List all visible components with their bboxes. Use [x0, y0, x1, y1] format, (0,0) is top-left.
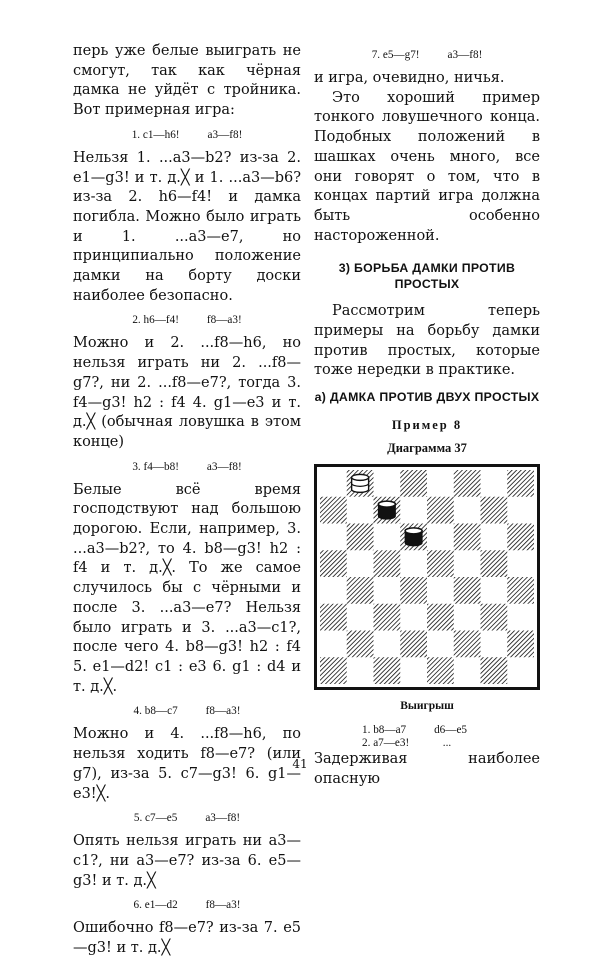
black-man-piece: [378, 501, 395, 519]
dark-square: [481, 657, 508, 684]
dark-square: [454, 577, 481, 604]
checkers-board-diagram: [314, 464, 540, 690]
paragraph: Опять нельзя играть ни a3—c1?, ни a3—e7? из-за 6. e5—g3! и т. д.╳: [73, 833, 301, 889]
diagram-title: Диаграмма 37: [387, 441, 467, 456]
black-man-piece: [405, 528, 422, 546]
dark-square: [320, 604, 347, 631]
dark-square: [507, 631, 534, 658]
paragraph: Задерживая наиболее опасную: [314, 751, 540, 787]
result-label: Выигрыш: [400, 700, 454, 713]
paragraph: Это хороший пример тонкого ловушечного конца. Подобных положений в шашках очень много, все они говорят о том, что в концах партий игра должна быть особенно настороженной.: [314, 89, 540, 244]
dark-square: [427, 497, 454, 524]
paragraph: Рассмотрим теперь примеры на борьбу дамки против простых, которые тоже нередки в практике.: [314, 303, 540, 379]
move-line: 5. c7—e5 a3—f8!: [133, 812, 241, 825]
dark-square: [507, 470, 534, 497]
dark-square: [507, 524, 534, 551]
dark-square: [347, 524, 374, 551]
dark-square: [454, 524, 481, 551]
section-heading: 3) БОРЬБА ДАМКИ ПРОТИВ ПРОСТЫХ: [338, 261, 516, 292]
dark-square: [507, 577, 534, 604]
dark-square: [320, 657, 347, 684]
paragraph: Нельзя 1. ...a3—b2? из-за 2. e1—g3! и т. д.╳ и 1. ...a3—b6? из-за 2. h6—f4! и дамка погибла. Можно было играть и 1. ...a3—e7, но принципиально положение дамки на борту доски наиболее безопасно.: [73, 149, 301, 304]
move-line: 3. f4—b8! a3—f8!: [132, 460, 242, 473]
dark-square: [320, 497, 347, 524]
solution-move: 1. b8—a7 d6—e5: [362, 724, 468, 737]
paragraph: Ошибочно f8—e7? из-за 7. e5—g3! и т. д.╳: [73, 920, 301, 957]
dark-square: [427, 550, 454, 577]
move-line: 4. b8—c7 f8—a3!: [133, 705, 241, 718]
move-line: 2. h6—f4! f8—a3!: [132, 314, 242, 327]
dark-square: [427, 604, 454, 631]
paragraph: Белые всё время господствуют над большою дорогою. Если, например, 3. ...a3—b2?, то 4. b8—g3! h2 : f4 и т. д.╳. То же самое случилось бы с чёрными и после 3. ...a3—e7? Нельзя было играть и 3. ...a3—c1?, после чего 4. b8—g3! h2 : f4 5. e1—d2! c1 : e3 6. g1 : d4 и т. д.╳.: [73, 481, 301, 695]
solution-move: 2. a7—e3! ...: [362, 737, 452, 750]
dark-square: [374, 550, 401, 577]
dark-square: [400, 631, 427, 658]
dark-square: [347, 631, 374, 658]
page-number: 41: [292, 757, 308, 771]
dark-square: [320, 550, 347, 577]
dark-square: [400, 470, 427, 497]
dark-square: [454, 631, 481, 658]
example-title: Пример 8: [391, 418, 463, 433]
white-king-piece: [352, 475, 369, 493]
dark-square: [374, 604, 401, 631]
paragraph: перь уже белые выиграть не смогут, так как чёрная дамка не уйдёт с тройника. Вот примерная игра:: [73, 43, 301, 119]
paragraph: и игра, очевидно, ничья.: [314, 70, 505, 86]
move-line: 7. e5—g7! a3—f8!: [371, 49, 483, 61]
dark-square: [400, 577, 427, 604]
dark-square: [481, 550, 508, 577]
paragraph: Можно и 2. ...f8—h6, но нельзя играть ни 2. ...f8—g7?, ни 2. ...f8—e7?, тогда 3. f4—g3! h2 : f4 4. g1—e3 и т. д.╳ (обычная ловушка в этом конце): [73, 335, 301, 450]
subsection-heading: а) ДАМКА ПРОТИВ ДВУХ ПРОСТЫХ: [314, 390, 540, 405]
dark-square: [374, 657, 401, 684]
move-line: 6. e1—d2 f8—a3!: [133, 899, 241, 912]
dark-square: [427, 657, 454, 684]
dark-square: [481, 604, 508, 631]
dark-square: [481, 497, 508, 524]
paragraph: Можно и 4. ...f8—h6, по нельзя ходить f8—e7? (или g7), из-за 5. c7—g3! 6. g1—e3!╳.: [73, 726, 301, 802]
move-line: 1. c1—h6! a3—f8!: [131, 128, 243, 141]
dark-square: [347, 577, 374, 604]
dark-square: [454, 470, 481, 497]
right-column: [314, 42, 540, 790]
left-column: [73, 42, 301, 959]
